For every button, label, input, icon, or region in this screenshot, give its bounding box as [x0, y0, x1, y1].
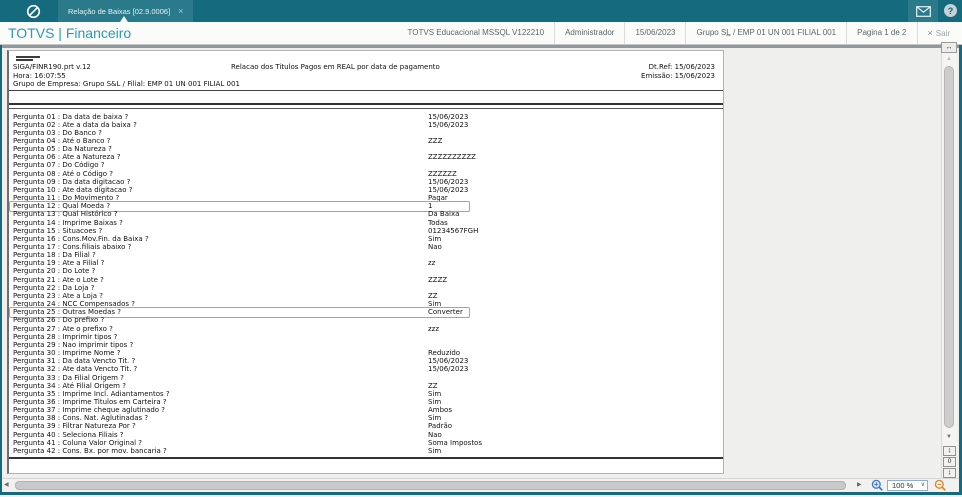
user-label: Administrador: [554, 22, 624, 44]
report-question-row: [9, 113, 723, 121]
question-label: Pergunta 33 : Da Filial Origem ?: [13, 373, 124, 382]
scroll-right-button[interactable]: [857, 479, 862, 492]
report-question-row: [9, 406, 723, 414]
report-question-row: [9, 357, 723, 365]
question-label: Pergunta 23 : Ate a Loja ?: [13, 291, 104, 300]
question-label: Pergunta 26 : Do prefixo ?: [13, 316, 105, 325]
circle-slash-icon: [26, 4, 41, 19]
zoom-level-select[interactable]: [887, 480, 928, 491]
report-question-row: [9, 316, 723, 324]
question-label: Pergunta 40 : Seleciona Filiais ?: [13, 430, 124, 439]
question-label: Pergunta 05 : Da Natureza ?: [13, 145, 112, 154]
page-up-icon: ↨: [947, 447, 952, 454]
arrow-right-icon: ▶: [857, 482, 862, 488]
question-label: Pergunta 29 : Nao imprimir tipos ?: [13, 340, 134, 349]
report-question-row: [9, 284, 723, 292]
chevron-down-icon: ∨: [920, 482, 925, 488]
question-value: ZZZZ: [428, 275, 448, 284]
report-question-row: [9, 267, 723, 275]
mail-button[interactable]: [908, 0, 938, 22]
report-question-row: [9, 276, 723, 284]
page-down-icon: ↨: [947, 469, 952, 476]
question-value: Nao: [428, 430, 442, 439]
question-value: Sim: [428, 446, 442, 455]
question-value: 15/06/2023: [428, 365, 469, 374]
report-question-row: [9, 186, 723, 194]
report-question-row: [9, 210, 723, 218]
page-number-button[interactable]: [943, 457, 956, 467]
question-value: Nao: [428, 243, 442, 251]
question-value: Pagar: [428, 194, 448, 203]
scroll-down-button[interactable]: [941, 434, 957, 440]
question-label: Pergunta 18 : Da Filial ?: [13, 251, 96, 260]
question-label: Pergunta 24 : NCC Compensados ?: [13, 300, 135, 309]
question-label: Pergunta 31 : Da data Vencto Tit. ?: [13, 357, 136, 366]
magnifier-minus-icon: [934, 479, 947, 492]
tab-close-icon[interactable]: ×: [178, 5, 184, 16]
top-bar: [0, 0, 962, 22]
question-label: Pergunta 25 : Outras Moedas ?: [13, 308, 122, 317]
smartclient-menu-button[interactable]: [22, 3, 44, 19]
horizontal-scroll-thumb[interactable]: [15, 481, 846, 490]
question-value: Reduzido: [428, 349, 461, 358]
app-header: [0, 22, 962, 45]
report-question-row: [9, 235, 723, 243]
report-divider: [9, 108, 723, 109]
question-label: Pergunta 07 : Do Código ?: [13, 161, 105, 170]
question-label: Pergunta 42 : Cons. Bx. por mov. bancaria ?: [13, 446, 167, 455]
question-value: Padrão: [428, 422, 453, 431]
question-label: Pergunta 14 : Imprime Baixas ?: [13, 218, 123, 227]
question-value: Sim: [428, 234, 442, 243]
question-value: Sim: [428, 300, 442, 309]
report-question-row: [9, 202, 723, 210]
report-question-row: [9, 398, 723, 406]
report-question-row: [9, 243, 723, 251]
date-label: 15/06/2023: [624, 22, 685, 44]
question-label: Pergunta 10 : Ate data digitacao ?: [13, 185, 133, 194]
question-value: ZZ: [428, 381, 438, 390]
help-icon: ?: [947, 5, 954, 16]
report-question-row: [9, 170, 723, 178]
question-label: Pergunta 13 : Qual Histórico ?: [13, 210, 118, 219]
question-label: Pergunta 39 : Filtrar Natureza Por ?: [13, 422, 136, 431]
report-question-row: [9, 129, 723, 137]
report-question-row: [9, 308, 723, 316]
question-label: Pergunta 09 : Da data digitacao ?: [13, 177, 131, 186]
question-label: Pergunta 08 : Até o Código ?: [13, 169, 113, 178]
question-label: Pergunta 22 : Da Loja ?: [13, 283, 95, 292]
page-down-button[interactable]: [943, 468, 956, 478]
question-value: 15/06/2023: [428, 112, 469, 121]
question-value: 15/06/2023: [428, 357, 469, 366]
question-value: Sim: [428, 414, 442, 423]
question-label: Pergunta 41 : Coluna Valor Original ?: [13, 438, 143, 447]
question-label: Pergunta 16 : Cons.Mov.Fin. da Baixa ?: [13, 234, 149, 243]
mail-icon: [916, 6, 931, 17]
report-question-row: [9, 251, 723, 259]
question-label: Pergunta 21 : Ate o Lote ?: [13, 275, 104, 284]
window-border-left: [0, 45, 2, 495]
close-icon: ×: [927, 28, 933, 38]
arrow-left-icon: ◀: [4, 482, 9, 488]
header-info: [398, 22, 960, 44]
question-label: Pergunta 32 : Ate data Vencto Tit. ?: [13, 365, 138, 374]
panel-toggle-button[interactable]: [941, 42, 957, 53]
tab-title: Relação de Baixas [02.9.0006]: [68, 6, 171, 16]
question-value: ZZZZZZZZZZ: [428, 153, 476, 162]
report-question-row: [9, 292, 723, 300]
report-question-row: [9, 414, 723, 422]
question-label: Pergunta 19 : Ate a Filial ?: [13, 259, 105, 268]
report-question-row: [9, 178, 723, 186]
report-question-row: [9, 422, 723, 430]
report-question-row: [9, 227, 723, 235]
question-label: Pergunta 11 : Do Movimento ?: [13, 194, 120, 203]
report-divider: [9, 90, 723, 91]
report-question-row: [9, 325, 723, 333]
question-value: ZZZZZZ: [428, 169, 457, 178]
question-value: Soma Impostos: [428, 438, 482, 447]
report-hora: Hora: 16:07:55: [13, 71, 66, 80]
page-title: TOTVS | Financeiro: [8, 25, 132, 41]
question-value: Ambos: [428, 406, 452, 415]
report-question-row: [9, 333, 723, 341]
report-dtref: Dt.Ref: 15/06/2023: [648, 63, 715, 71]
scroll-up-button[interactable]: [941, 56, 957, 62]
question-label: Pergunta 37 : Imprime cheque aglutinado ?: [13, 406, 166, 415]
page-indicator: Pagina 1 de 2: [846, 22, 916, 44]
question-value: 1: [428, 202, 433, 211]
question-value: Todas: [428, 218, 448, 227]
report-question-row: [9, 194, 723, 202]
scroll-left-button[interactable]: [4, 479, 9, 492]
question-value: zz: [428, 259, 436, 268]
arrow-down-icon: ▼: [946, 434, 952, 440]
report-question-row: [9, 365, 723, 373]
report-question-row: [9, 145, 723, 153]
company-branch-label[interactable]: Grupo SL̲ / EMP 01 UN 001 FILIAL 001: [685, 22, 846, 44]
report-question-row: [9, 219, 723, 227]
question-label: Pergunta 01 : Da data de baixa ?: [13, 112, 129, 121]
report-emissao: Emissão: 15/06/2023: [641, 71, 715, 80]
page-zero-icon: 0: [947, 458, 952, 465]
report-question-row: [9, 137, 723, 145]
panel-toggle-icon: ↔: [945, 44, 953, 51]
question-value: 15/06/2023: [428, 185, 469, 194]
report-question-row: [9, 382, 723, 390]
report-page-inner: [9, 51, 723, 473]
question-label: Pergunta 20 : Do Lote ?: [13, 267, 96, 276]
question-value: 15/06/2023: [428, 177, 469, 186]
report-question-row: [9, 390, 723, 398]
report-questions: [9, 113, 723, 456]
arrow-up-icon: ▲: [946, 56, 952, 62]
question-value: ZZ: [428, 291, 438, 300]
report-preview-page: [7, 50, 724, 474]
question-label: Pergunta 03 : Do Banco ?: [13, 128, 102, 137]
question-label: Pergunta 04 : Até o Banco ?: [13, 136, 111, 145]
question-label: Pergunta 12 : Qual Moeda ?: [13, 202, 111, 211]
report-question-row: [9, 341, 723, 349]
question-value: zzz: [428, 324, 440, 333]
report-question-row: [9, 121, 723, 129]
question-value: 15/06/2023: [428, 120, 469, 129]
question-label: Pergunta 17 : Cons.filiais abaixo ?: [13, 243, 132, 251]
report-divider: [9, 103, 723, 105]
report-question-row: [9, 374, 723, 382]
question-label: Pergunta 15 : Situacoes ?: [13, 226, 103, 235]
question-value: Converter: [428, 308, 463, 317]
report-question-row: [9, 153, 723, 161]
report-question-row: [9, 161, 723, 169]
magnifier-plus-icon: [871, 479, 884, 492]
report-program-id: SIGA/FINR190.prt v.12: [13, 63, 91, 71]
question-label: Pergunta 36 : Imprime Titulos em Carteira ?: [13, 397, 167, 406]
report-question-row: [9, 259, 723, 267]
question-label: Pergunta 28 : Imprimir tipos ?: [13, 332, 118, 341]
report-question-row: [9, 349, 723, 357]
report-question-row: [9, 447, 723, 455]
exit-button[interactable]: [917, 22, 961, 44]
question-label: Pergunta 06 : Ate a Natureza ?: [13, 153, 121, 162]
report-empresa: Grupo de Empresa: Grupo S&L / Filial: EMP 01 UN 001 FILIAL 001: [13, 80, 240, 88]
page-up-button[interactable]: [943, 446, 956, 456]
question-value: ZZZ: [428, 136, 443, 145]
vertical-scroll-thumb[interactable]: [944, 66, 954, 428]
content-top-divider: [0, 45, 962, 48]
report-question-row: [9, 300, 723, 308]
exit-label: Sair: [935, 29, 950, 38]
help-button[interactable]: [944, 4, 957, 17]
tiny-print-artifact: [16, 56, 40, 62]
zoom-level-value: 100 %: [892, 481, 914, 490]
question-label: Pergunta 27 : Ate o prefixo ?: [13, 324, 113, 333]
question-value: 01234567FGH: [428, 226, 479, 235]
question-label: Pergunta 34 : Até Filial Origem ?: [13, 381, 126, 390]
question-value: Sim: [428, 397, 442, 406]
question-label: Pergunta 02 : Ate a data da baixa ?: [13, 120, 137, 129]
report-question-row: [9, 439, 723, 447]
question-label: Pergunta 38 : Cons. Nat. Aglutinadas ?: [13, 414, 149, 423]
report-title: Relacao dos Titulos Pagos em REAL por data de pagamento: [231, 63, 440, 71]
question-value: Da Baixa: [428, 210, 460, 219]
question-label: Pergunta 35 : Imprime Incl. Adiantamentos ?: [13, 389, 170, 398]
report-question-row: [9, 431, 723, 439]
report-divider: [9, 457, 723, 459]
status-scroll-bar: [0, 478, 962, 492]
environment-label: TOTVS Educacional MSSQL V122210: [407, 28, 545, 37]
question-value: Sim: [428, 389, 442, 398]
question-label: Pergunta 30 : Imprime Nome ?: [13, 349, 121, 358]
